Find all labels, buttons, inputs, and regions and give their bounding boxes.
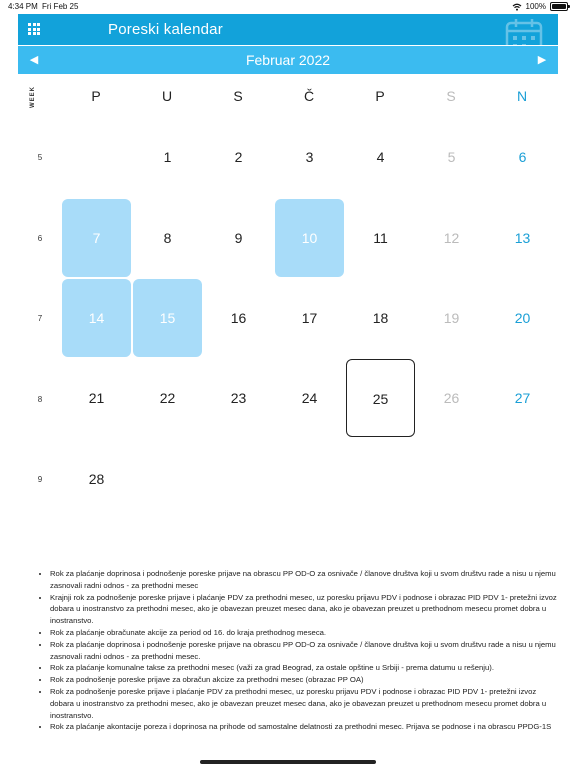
note-item: • Rok za plaćanje komunalne takse za prethodni mesec (važi za grad Beograd, za ostale opštine u Srbiji - prema datumu u rešenju).: [50, 662, 558, 674]
calendar-day[interactable]: 28: [88, 471, 105, 487]
week-number: 7: [37, 314, 43, 323]
note-item: • Rok za plaćanje doprinosa i podnošenje poreske prijave na obrascu PP OD-O za osnivače / članove društva koji u svom društvu rade a nisu u njemu zasnovali radni odnos - za prethodni mesec: [50, 568, 558, 592]
dow-thursday: Č: [303, 88, 315, 104]
dow-tuesday: U: [161, 88, 173, 104]
dow-friday: P: [375, 88, 385, 104]
calendar-day[interactable]: [62, 118, 131, 196]
calendar-day-highlighted[interactable]: 14: [62, 279, 131, 357]
status-bar: [0, 0, 576, 14]
week-column-header: WEEK: [30, 86, 36, 108]
app-header: [18, 14, 558, 45]
note-item: • Rok za podnošenje poreske prijave i plaćanje PDV za prethodni mesec, uz poresku prijavu PDV i podnose i obrazac PID PDV 1- pretežni izvoz dobara u inostranstvo za prethodni mesec, ako je obavezan preuzet mesec dana, ako je obavezan preuzet u prethodnom mesecu promet dobra u inostranstvo.: [50, 686, 558, 721]
wifi-icon: [512, 3, 522, 11]
calendar-day[interactable]: 13: [514, 230, 531, 246]
week-number: 5: [37, 153, 43, 162]
notes-list: [38, 568, 558, 733]
week-number: 8: [37, 395, 43, 404]
grid-icon[interactable]: [28, 23, 40, 35]
calendar-day[interactable]: 8: [163, 230, 172, 246]
app-title: Poreski kalendar: [108, 21, 223, 38]
triangle-right-icon[interactable]: ▶: [537, 54, 547, 66]
dow-monday: P: [91, 88, 101, 104]
status-right: [512, 2, 568, 11]
triangle-left-icon[interactable]: ◀: [29, 54, 39, 66]
note-item: • Rok za plaćanje obračunate akcije za period od 16. do kraja prethodnog meseca.: [50, 627, 558, 639]
calendar-day[interactable]: 24: [301, 390, 318, 406]
week-number: 9: [37, 475, 43, 484]
status-time: 4:34 PM: [8, 2, 38, 11]
calendar-day[interactable]: 2: [234, 149, 243, 165]
note-item: • Rok za podnošenje poreske prijave za obračun akcize za prethodni mesec (obrazac PP OA): [50, 674, 558, 686]
status-date: Fri Feb 25: [42, 2, 79, 11]
home-indicator[interactable]: [200, 760, 376, 764]
calendar-day[interactable]: 20: [514, 310, 531, 326]
calendar-day[interactable]: 21: [88, 390, 105, 406]
dow-sunday: N: [516, 88, 528, 104]
calendar-day-today[interactable]: 25: [346, 359, 415, 437]
calendar-day[interactable]: 19: [443, 310, 460, 326]
calendar-day-highlighted[interactable]: 10: [275, 199, 344, 277]
calendar-day[interactable]: 4: [376, 149, 385, 165]
calendar-day[interactable]: 9: [234, 230, 243, 246]
calendar-day[interactable]: 27: [514, 390, 531, 406]
battery-percent: 100%: [525, 2, 546, 11]
calendar-day[interactable]: 18: [372, 310, 389, 326]
calendar-day[interactable]: 23: [230, 390, 247, 406]
calendar-day[interactable]: 17: [301, 310, 318, 326]
calendar-day[interactable]: 1: [163, 149, 172, 165]
note-item: • Krajnji rok za podnošenje poreske prijave i plaćanje PDV za prethodni mesec, uz poresku prijavu PDV i podnose i obrazac PID PDV 1- pretežni izvoz dobara u inostranstvo za prethodni mesec, ako je obavezan preuzet mesec dana, ako je obavezan preuzet u prethodnom mesecu promet dobra u inostranstvo.: [50, 592, 558, 627]
dow-saturday: S: [446, 88, 456, 104]
calendar-day[interactable]: 26: [443, 390, 460, 406]
month-label: Februar 2022: [245, 52, 331, 68]
calendar-day[interactable]: 16: [230, 310, 247, 326]
month-bar: [18, 46, 558, 74]
note-item: • Rok za plaćanje doprinosa i podnošenje poreske prijave na obrascu PP OD-O za osnivače / članove društva koji u svom društvu rade a nisu u njemu zasnovali radni odnos - za prethodni mesec.: [50, 639, 558, 663]
calendar-day[interactable]: 22: [159, 390, 176, 406]
battery-icon: [550, 2, 568, 11]
calendar-day[interactable]: 12: [443, 230, 460, 246]
calendar-day-highlighted[interactable]: 7: [62, 199, 131, 277]
calendar-day-highlighted[interactable]: 15: [133, 279, 202, 357]
note-item: • Rok za plaćanje akontacije poreza i doprinosa na prihode od samostalne delatnosti za prethodni mesec. Prijava se podnose i na obrascu PPDG-1S: [50, 721, 558, 733]
calendar-icon: [504, 16, 544, 45]
week-number: 6: [37, 234, 43, 243]
calendar-day[interactable]: 5: [447, 149, 456, 165]
calendar-day[interactable]: 6: [518, 149, 527, 165]
dow-wednesday: S: [233, 88, 243, 104]
calendar-day[interactable]: 11: [373, 230, 388, 246]
calendar-day[interactable]: 3: [305, 149, 314, 165]
